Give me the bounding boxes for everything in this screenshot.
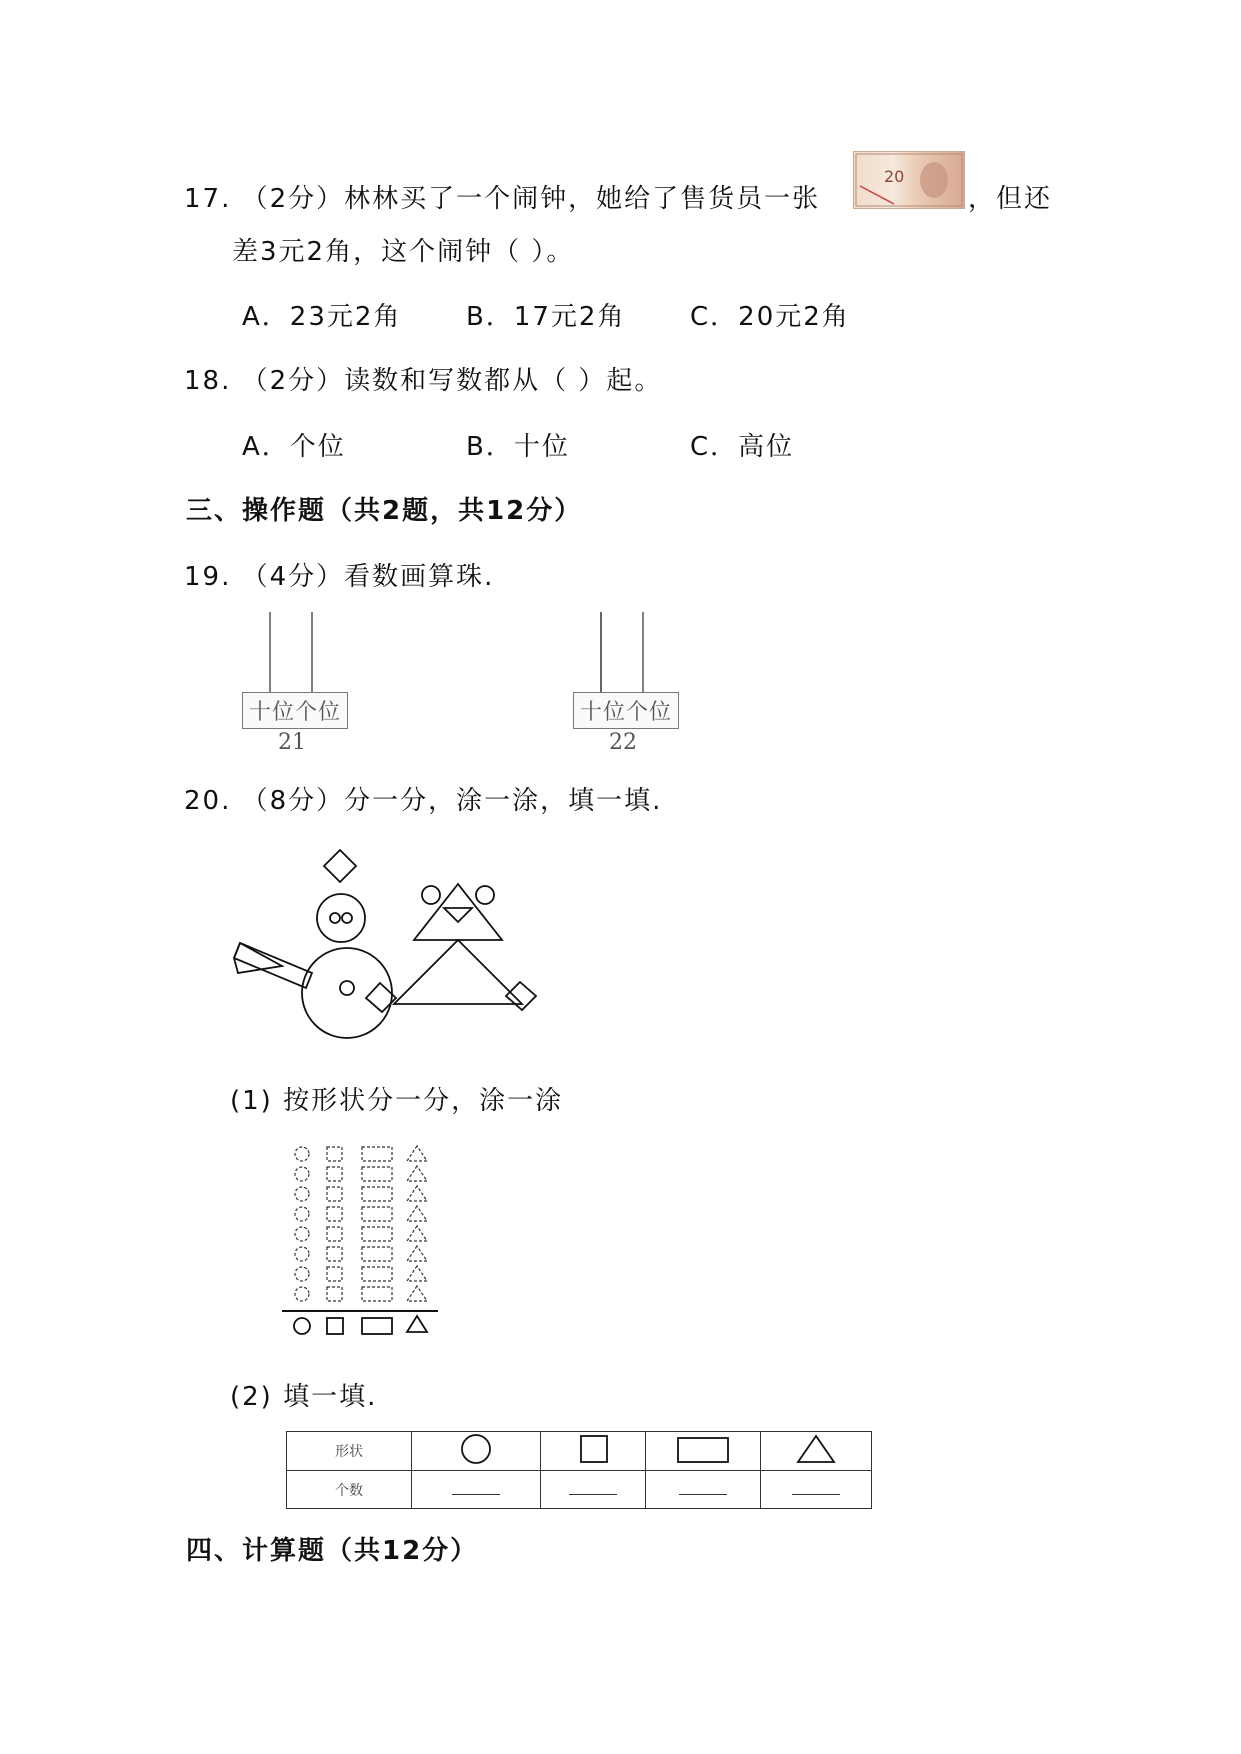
tally-graph[interactable] xyxy=(282,1138,442,1340)
tally-triangle[interactable] xyxy=(407,1266,427,1281)
abacus-1-label: 十位个位 xyxy=(242,692,348,729)
tally-square[interactable] xyxy=(327,1227,342,1241)
q17-option-c[interactable]: C．20元2角 xyxy=(690,302,850,332)
abacus-1-number: 21 xyxy=(278,730,306,755)
arm-rect xyxy=(234,943,312,988)
tally-triangle[interactable] xyxy=(407,1186,427,1201)
tally-square[interactable] xyxy=(327,1287,342,1301)
q17-text-a: 17. （2分）林林买了一个闹钟，她给了售货员一张 xyxy=(184,184,821,214)
tally-triangle[interactable] xyxy=(407,1166,427,1181)
count-table xyxy=(286,1431,872,1509)
tally-square[interactable] xyxy=(327,1207,342,1221)
circle-icon xyxy=(462,1435,490,1463)
tally-rectangle[interactable] xyxy=(362,1267,392,1281)
tally-circle[interactable] xyxy=(295,1187,309,1201)
q20-part2: (2) 填一填. xyxy=(230,1382,378,1412)
row-label-count: 个数 xyxy=(335,1482,363,1499)
square-icon xyxy=(327,1318,343,1334)
tally-triangle[interactable] xyxy=(407,1206,427,1221)
tally-square[interactable] xyxy=(327,1187,342,1201)
abacus-2-label: 十位个位 xyxy=(573,692,679,729)
diamond-shape xyxy=(324,850,356,882)
tally-circle[interactable] xyxy=(295,1167,309,1181)
tally-square[interactable] xyxy=(327,1147,342,1161)
circle-icon xyxy=(294,1318,310,1334)
q17-text-b: ，但还 xyxy=(968,184,1053,214)
row-label-shape: 形状 xyxy=(335,1444,363,1460)
triangle-icon xyxy=(798,1436,834,1462)
banknote-image xyxy=(853,151,965,209)
q18-text: 18. （2分）读数和写数都从（ ）起。 xyxy=(184,366,663,396)
tally-rectangle[interactable] xyxy=(362,1167,392,1181)
q17-option-a[interactable]: A．23元2角 xyxy=(242,302,402,332)
section-4-title: 四、计算题（共12分） xyxy=(186,1536,479,1566)
section-3-title: 三、操作题（共2题，共12分） xyxy=(186,496,583,526)
tally-circle[interactable] xyxy=(295,1147,309,1161)
q18-option-b[interactable]: B．十位 xyxy=(466,432,570,462)
tally-circle[interactable] xyxy=(295,1247,309,1261)
tally-rectangle[interactable] xyxy=(362,1207,392,1221)
count-blank-square[interactable] xyxy=(569,1484,617,1495)
abacus-2-number: 22 xyxy=(609,730,637,755)
q17-text-line2: 差3元2角，这个闹钟（ ）。 xyxy=(232,237,575,267)
shapes-figure xyxy=(230,848,540,1048)
rectangle-icon xyxy=(362,1318,392,1334)
count-blank-circle[interactable] xyxy=(452,1484,500,1495)
tally-triangle[interactable] xyxy=(407,1286,427,1301)
triangle-icon xyxy=(407,1316,427,1332)
head-circle xyxy=(317,894,365,942)
tally-rectangle[interactable] xyxy=(362,1147,392,1161)
tally-rectangle[interactable] xyxy=(362,1187,392,1201)
q17-option-b[interactable]: B．17元2角 xyxy=(466,302,626,332)
tally-triangle[interactable] xyxy=(407,1246,427,1261)
tally-rectangle[interactable] xyxy=(362,1247,392,1261)
tally-triangle[interactable] xyxy=(407,1226,427,1241)
svg-text:20: 20 xyxy=(884,167,905,186)
tally-square[interactable] xyxy=(327,1267,342,1281)
tally-circle[interactable] xyxy=(295,1267,309,1281)
tally-circle[interactable] xyxy=(295,1207,309,1221)
tally-square[interactable] xyxy=(327,1247,342,1261)
body-circle xyxy=(302,948,392,1038)
tally-square[interactable] xyxy=(327,1167,342,1181)
q18-option-c[interactable]: C．高位 xyxy=(690,432,795,462)
count-blank-triangle[interactable] xyxy=(792,1484,840,1495)
tally-rectangle[interactable] xyxy=(362,1227,392,1241)
tally-rectangle[interactable] xyxy=(362,1287,392,1301)
tally-circle[interactable] xyxy=(295,1287,309,1301)
tally-triangle[interactable] xyxy=(407,1146,427,1161)
q20-part1: (1) 按形状分一分，涂一涂 xyxy=(230,1086,564,1116)
q18-option-a[interactable]: A．个位 xyxy=(242,432,346,462)
q19-text: 19. （4分）看数画算珠. xyxy=(184,562,495,592)
tally-circle[interactable] xyxy=(295,1227,309,1241)
count-blank-rectangle[interactable] xyxy=(679,1484,727,1495)
rectangle-icon xyxy=(678,1438,728,1462)
square-icon xyxy=(581,1436,607,1462)
q20-text: 20. （8分）分一分，涂一涂，填一填. xyxy=(184,786,663,816)
